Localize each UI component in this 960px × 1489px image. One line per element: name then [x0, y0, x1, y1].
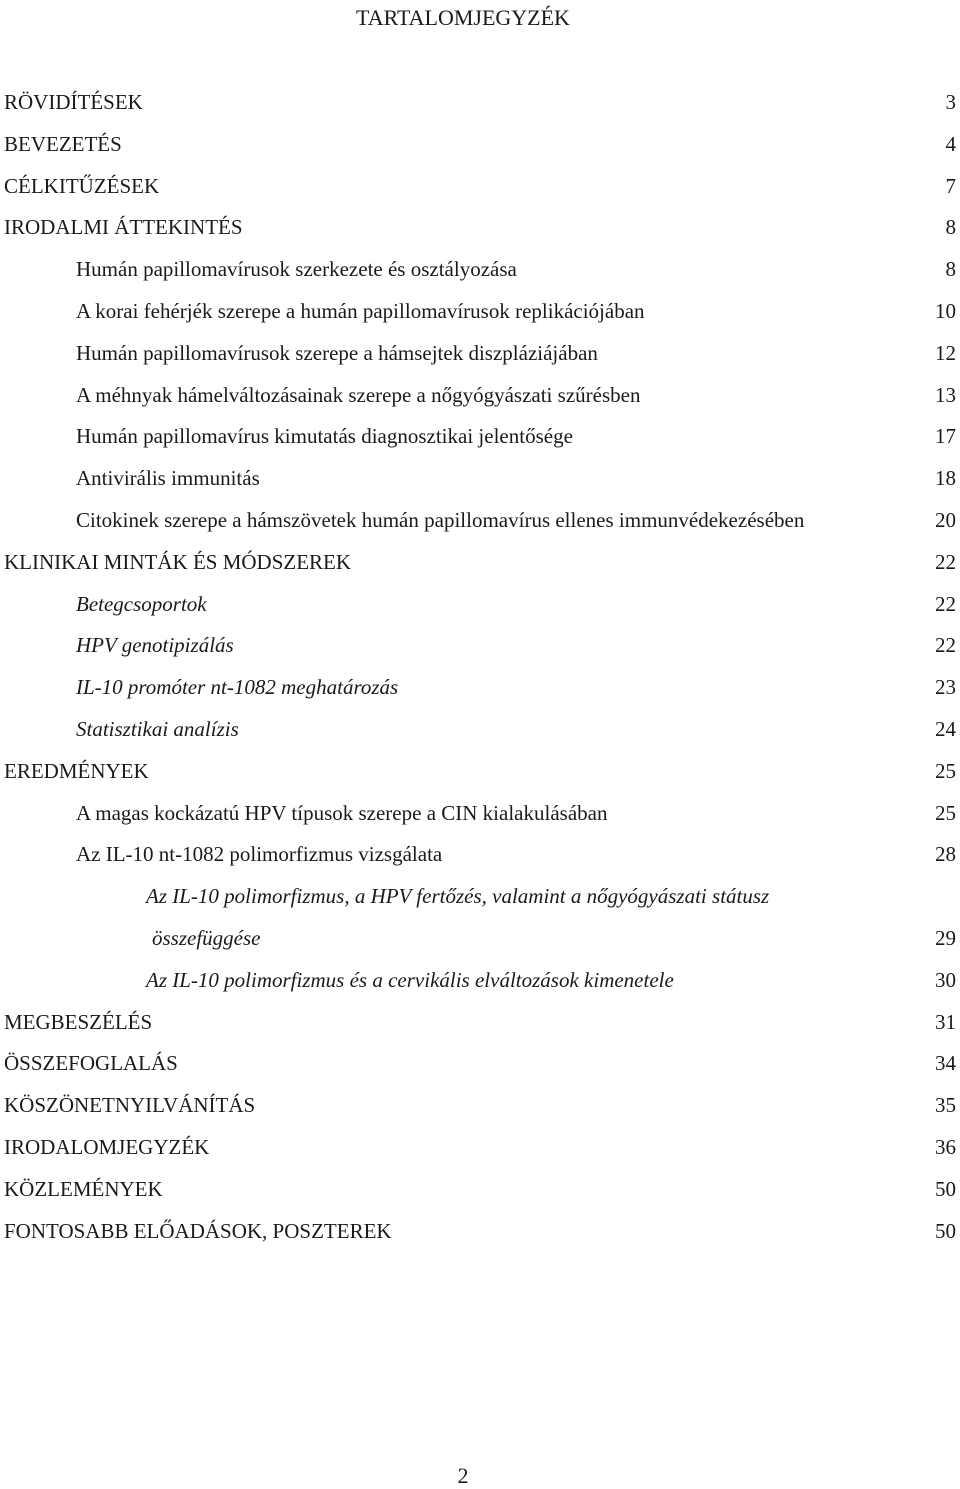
toc-entry-title: ÖSSZEFOGLALÁS: [4, 1051, 178, 1076]
toc-entry-title: Az IL-10 polimorfizmus és a cervikális elváltozások kimenetele: [146, 967, 674, 992]
toc-entry-irodalmi-attekintes[interactable]: [4, 213, 960, 255]
toc-subentry[interactable]: [4, 631, 960, 673]
toc-entry-title: A magas kockázatú HPV típusok szerepe a CIN kialakulásában: [76, 800, 608, 825]
toc-entry-title: Humán papillomavírusok szerepe a hámsejtek diszpláziájában: [76, 340, 598, 365]
toc-entry-title: KÖSZÖNETNYILVÁNÍTÁS: [4, 1093, 256, 1118]
toc-entry-page: 8: [945, 257, 956, 282]
toc-entry-page: 22: [935, 549, 956, 574]
page-title: TARTALOMJEGYZÉK: [356, 5, 570, 30]
toc-entry-page: 29: [935, 925, 956, 950]
toc-entry-kozlemenyek[interactable]: [4, 1175, 960, 1217]
toc-entry-page: 4: [945, 131, 956, 156]
toc-entry-page: 12: [935, 340, 956, 365]
toc-entry-page: 24: [935, 716, 956, 741]
toc-entry-page: 25: [935, 758, 956, 783]
toc-subentry[interactable]: [4, 422, 960, 464]
toc-subentry[interactable]: [4, 840, 960, 882]
toc-entry-title: EREDMÉNYEK: [4, 758, 149, 783]
toc-entry-page: 22: [935, 633, 956, 658]
toc-entry-title: A korai fehérjék szerepe a humán papillomavírusok replikációjában: [76, 298, 645, 323]
toc-entry-page: 50: [935, 1218, 956, 1243]
toc-entry-koszonetnyilvanitas[interactable]: [4, 1091, 960, 1133]
toc-entry-page: 35: [935, 1093, 956, 1118]
toc-subsubentry[interactable]: [4, 966, 960, 1008]
toc-subentry[interactable]: [4, 255, 960, 297]
toc-entry-title: BEVEZETÉS: [4, 131, 122, 156]
toc-entry-page: 28: [935, 842, 956, 867]
toc-entry-page: 31: [935, 1009, 956, 1034]
toc-entry-title: IRODALMI ÁTTEKINTÉS: [4, 215, 243, 240]
toc-entry-title: RÖVIDÍTÉSEK: [4, 90, 143, 114]
toc-entry-title: MEGBESZÉLÉS: [4, 1009, 153, 1034]
toc-entry-page: 36: [935, 1134, 956, 1159]
toc-entry-page: 3: [945, 90, 956, 114]
toc-entry-title: összefüggése: [152, 925, 261, 950]
toc-entry-page: 10: [935, 298, 956, 323]
toc-subsubentry[interactable]: [4, 882, 960, 924]
toc-entry-page: 7: [945, 173, 956, 198]
toc-entry-bevezetes[interactable]: [4, 130, 960, 172]
toc-entry-osszefoglalas[interactable]: [4, 1049, 960, 1091]
toc-entry-title: Humán papillomavírus kimutatás diagnosztikai jelentősége: [76, 424, 573, 449]
toc-entry-title: Az IL-10 nt-1082 polimorfizmus vizsgálata: [76, 842, 443, 867]
toc-subentry[interactable]: [4, 590, 960, 632]
toc-entry-title: Antivirális immunitás: [76, 466, 260, 491]
toc-entry-page: 23: [935, 675, 956, 700]
toc-entry-title: Az IL-10 polimorfizmus, a HPV fertőzés, valamint a nőgyógyászati státusz: [146, 884, 770, 909]
toc-subentry[interactable]: [4, 715, 960, 757]
toc-entry-title: A méhnyak hámelváltozásainak szerepe a nőgyógyászati szűrésben: [76, 382, 641, 407]
toc-entry-title: KLINIKAI MINTÁK ÉS MÓDSZEREK: [4, 549, 352, 574]
toc-entry-page: 50: [935, 1176, 956, 1201]
toc-entry-title: Statisztikai analízis: [76, 716, 239, 741]
toc-entry-title: HPV genotipizálás: [76, 633, 234, 658]
toc-subentry[interactable]: [4, 297, 960, 339]
toc-entry-page: 18: [935, 466, 956, 491]
toc-entry-celkituzesek[interactable]: [4, 172, 960, 214]
toc-entry-page: 25: [935, 800, 956, 825]
toc-entry-title: FONTOSABB ELŐADÁSOK, POSZTEREK: [4, 1218, 392, 1243]
toc-entry-klinikai-mintak[interactable]: [4, 548, 960, 590]
toc-entry-eredmenyek[interactable]: [4, 757, 960, 799]
toc-entry-page: 20: [935, 507, 956, 532]
toc-subentry[interactable]: [4, 339, 960, 381]
toc-entry-title: IL-10 promóter nt-1082 meghatározás: [76, 675, 399, 700]
toc-entry-eloadasok-poszterek[interactable]: [4, 1217, 960, 1259]
toc-entry-megbeszeles[interactable]: [4, 1008, 960, 1050]
table-of-contents: [4, 88, 960, 1258]
page-number: 2: [457, 1463, 469, 1488]
toc-entry-page: 34: [935, 1051, 956, 1076]
toc-subentry[interactable]: [4, 673, 960, 715]
toc-entry-page: 22: [935, 591, 956, 616]
toc-subentry[interactable]: [4, 381, 960, 423]
toc-entry-title: KÖZLEMÉNYEK: [4, 1176, 163, 1201]
toc-entry-title: Betegcsoportok: [76, 591, 207, 616]
toc-entry-page: 13: [935, 382, 956, 407]
toc-entry-page: 17: [935, 424, 956, 449]
toc-entry-title: CÉLKITŰZÉSEK: [4, 173, 160, 198]
toc-entry-irodalomjegyzek[interactable]: [4, 1133, 960, 1175]
toc-entry-title: IRODALOMJEGYZÉK: [4, 1134, 210, 1159]
toc-entry-page: 30: [935, 967, 956, 992]
toc-entry-title: Citokinek szerepe a hámszövetek humán papillomavírus ellenes immunvédekezésében: [76, 507, 805, 532]
toc-subentry[interactable]: [4, 464, 960, 506]
toc-subentry[interactable]: [4, 506, 960, 548]
toc-entry-page: 8: [945, 215, 956, 240]
toc-entry-roviditesek[interactable]: [4, 88, 960, 130]
toc-subsubentry-continuation[interactable]: [4, 924, 960, 966]
toc-subentry[interactable]: [4, 799, 960, 841]
toc-entry-title: Humán papillomavírusok szerkezete és osztályozása: [76, 257, 517, 282]
